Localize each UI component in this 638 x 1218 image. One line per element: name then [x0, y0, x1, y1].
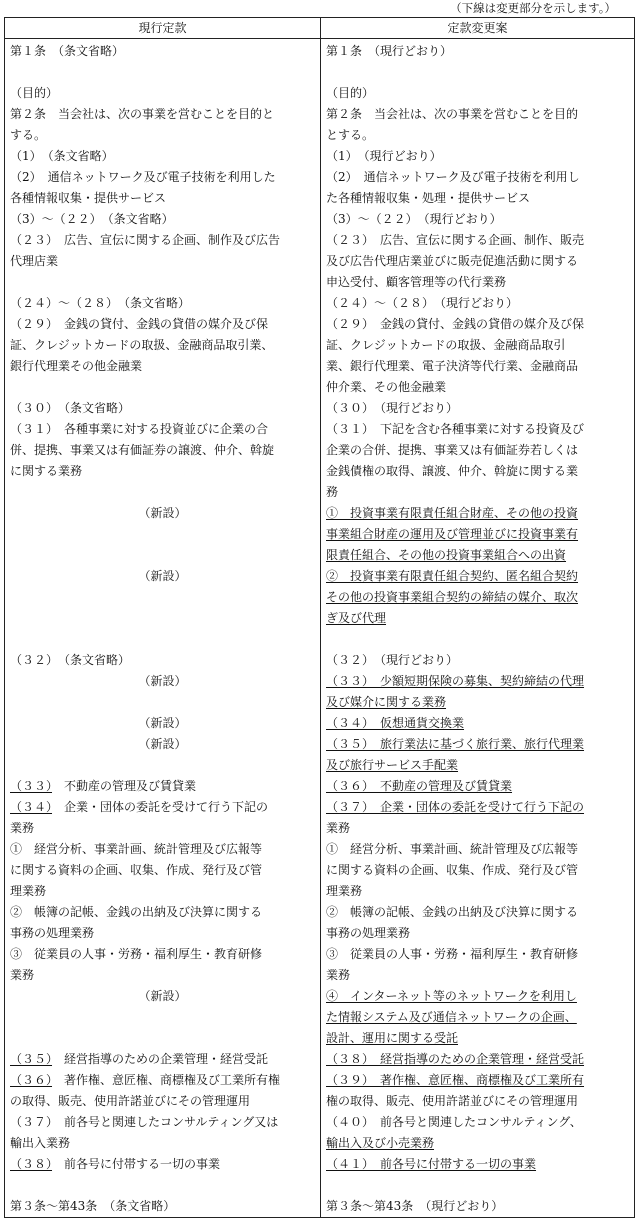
- table-row: [5, 209, 635, 230]
- current-article-cell: [5, 629, 321, 650]
- current-article-cell: [5, 755, 321, 776]
- current-article-cell: 第３条～第43条 （条文省略）: [5, 1196, 321, 1218]
- current-article-cell: （２４）～（２８） （条文省略）: [5, 293, 321, 314]
- current-article-cell: [5, 377, 321, 398]
- proposed-article-cell: 輸出入及び小売業務: [321, 1133, 635, 1154]
- table-row: [5, 671, 635, 692]
- proposed-article-cell: 業務: [321, 818, 635, 839]
- proposed-article-cell: （3）～（２２） （現行どおり）: [321, 209, 635, 230]
- current-article-cell: （2） 通信ネットワーク及び電子技術を利用した: [5, 167, 321, 188]
- table-row: [5, 1112, 635, 1133]
- current-article-cell: 証、クレジットカードの取扱、金融商品取引業、: [5, 335, 321, 356]
- table-row: [5, 1049, 635, 1070]
- proposed-article-cell: 第３条～第43条 （現行どおり）: [321, 1196, 635, 1218]
- current-article-cell: する。: [5, 125, 321, 146]
- proposed-article-cell: ② 帳簿の記帳、金銭の出納及び決算に関する: [321, 902, 635, 923]
- underline-note: （下線は変更部分を示します。）: [450, 1, 616, 15]
- table-row: [5, 524, 635, 545]
- proposed-article-cell: 業務: [321, 965, 635, 986]
- proposed-article-cell: ① 経営分析、事業計画、統計管理及び広報等: [321, 839, 635, 860]
- current-article-cell: 第２条 当会社は、次の事業を営むことを目的と: [5, 104, 321, 125]
- table-row: [5, 1091, 635, 1112]
- table-row: [5, 986, 635, 1007]
- proposed-article-cell: （２３） 広告、宣伝に関する企画、制作、販売: [321, 230, 635, 251]
- current-article-cell: [5, 587, 321, 608]
- table-row: [5, 419, 635, 440]
- proposed-article-cell: （２９） 金銭の貸付、金銭の貸借の媒介及び保: [321, 314, 635, 335]
- table-row: [5, 692, 635, 713]
- table-row: [5, 566, 635, 587]
- table-row: [5, 461, 635, 482]
- proposed-article-cell: た情報システム及び通信ネットワークの企画、: [321, 1007, 635, 1028]
- current-article-cell: （３３） 不動産の管理及び賃貸業: [5, 776, 321, 797]
- table-row: [5, 923, 635, 944]
- proposed-article-cell: （2） 通信ネットワーク及び電子技術を利用し: [321, 167, 635, 188]
- proposed-article-cell: （３９） 著作権、意匠権、商標権及び工業所有: [321, 1070, 635, 1091]
- proposed-article-cell: [321, 629, 635, 650]
- proposed-article-cell: 及び広告代理店業並びに販売促進活動に関する: [321, 251, 635, 272]
- table-row: [5, 1028, 635, 1049]
- current-article-cell: 事務の処理業務: [5, 923, 321, 944]
- table-row: [5, 1007, 635, 1028]
- table-row: [5, 272, 635, 293]
- proposed-article-cell: に関する資料の企画、収集、作成、発行及び管: [321, 860, 635, 881]
- proposed-article-cell: 事務の処理業務: [321, 923, 635, 944]
- current-article-cell: [5, 1007, 321, 1028]
- table-row: [5, 39, 635, 63]
- table-row: [5, 818, 635, 839]
- proposed-article-cell: ぎ及び代理: [321, 608, 635, 629]
- current-article-cell: 第１条 （条文省略）: [5, 39, 321, 63]
- current-article-cell: [5, 1028, 321, 1049]
- proposed-article-cell: （３６） 不動産の管理及び賃貸業: [321, 776, 635, 797]
- proposed-article-cell: [321, 1175, 635, 1196]
- proposed-article-cell: 仲介業、その他金融業: [321, 377, 635, 398]
- table-row: [5, 398, 635, 419]
- current-article-cell: [5, 692, 321, 713]
- table-row: [5, 755, 635, 776]
- articles-comparison-table: [4, 17, 635, 1218]
- current-article-cell: （３１） 各種事業に対する投資並びに企業の合: [5, 419, 321, 440]
- proposed-article-cell: ② 投資事業有限責任組合契約、匿名組合契約: [321, 566, 635, 587]
- current-article-cell: （３８） 前各号に付帯する一切の事業: [5, 1154, 321, 1175]
- proposed-article-cell: 権の取得、販売、使用許諾並びにその管理運用: [321, 1091, 635, 1112]
- current-article-cell: ③ 従業員の人事・労務・福利厚生・教育研修: [5, 944, 321, 965]
- table-row: [5, 650, 635, 671]
- proposed-article-cell: 第１条 （現行どおり）: [321, 39, 635, 63]
- proposed-article-cell: ① 投資事業有限責任組合財産、その他の投資: [321, 503, 635, 524]
- table-row: [5, 713, 635, 734]
- proposed-article-cell: （４１） 前各号に付帯する一切の事業: [321, 1154, 635, 1175]
- table-row: [5, 62, 635, 83]
- current-article-cell: （新設）: [5, 671, 321, 692]
- proposed-article-cell: 務: [321, 482, 635, 503]
- proposed-article-cell: （1） （現行どおり）: [321, 146, 635, 167]
- table-row: [5, 545, 635, 566]
- table-row: [5, 881, 635, 902]
- current-article-cell: （目的）: [5, 83, 321, 104]
- current-article-cell: [5, 608, 321, 629]
- proposed-article-cell: （３７） 企業・団体の委託を受けて行う下記の: [321, 797, 635, 818]
- proposed-article-cell: ③ 従業員の人事・労務・福利厚生・教育研修: [321, 944, 635, 965]
- current-article-cell: （1） （条文省略）: [5, 146, 321, 167]
- table-row: [5, 608, 635, 629]
- table-row: [5, 188, 635, 209]
- current-article-cell: [5, 545, 321, 566]
- table-row: [5, 1070, 635, 1091]
- table-row: [5, 503, 635, 524]
- current-article-cell: 輸出入業務: [5, 1133, 321, 1154]
- table-row: [5, 734, 635, 755]
- table-row: [5, 251, 635, 272]
- proposed-article-cell: （３８） 経営指導のための企業管理・経営受託: [321, 1049, 635, 1070]
- current-article-cell: （３５） 経営指導のための企業管理・経営受託: [5, 1049, 321, 1070]
- proposed-article-cell: （３１） 下記を含む各種事業に対する投資及び: [321, 419, 635, 440]
- table-row: [5, 440, 635, 461]
- table-row: [5, 167, 635, 188]
- table-row: [5, 1154, 635, 1175]
- current-article-cell: ② 帳簿の記帳、金銭の出納及び決算に関する: [5, 902, 321, 923]
- proposed-article-cell: その他の投資事業組合契約の締結の媒介、取次: [321, 587, 635, 608]
- proposed-article-cell: （３５） 旅行業法に基づく旅行業、旅行代理業: [321, 734, 635, 755]
- proposed-article-cell: 事業組合財産の運用及び管理並びに投資事業有: [321, 524, 635, 545]
- current-article-cell: （２３） 広告、宣伝に関する企画、制作及び広告: [5, 230, 321, 251]
- current-article-cell: 併、提携、事業又は有価証券の譲渡、仲介、斡旋: [5, 440, 321, 461]
- table-row: [5, 839, 635, 860]
- proposed-article-cell: （２４）～（２８） （現行どおり）: [321, 293, 635, 314]
- table-row: [5, 1196, 635, 1218]
- proposed-article-cell: 設計、運用に関する受託: [321, 1028, 635, 1049]
- table-row: [5, 146, 635, 167]
- current-article-cell: [5, 272, 321, 293]
- proposed-article-cell: （３２） （現行どおり）: [321, 650, 635, 671]
- current-article-cell: 銀行代理業その他金融業: [5, 356, 321, 377]
- header-current-articles: 現行定款: [5, 18, 321, 39]
- current-article-cell: に関する資料の企画、収集、作成、発行及び管: [5, 860, 321, 881]
- table-row: [5, 230, 635, 251]
- table-row: [5, 314, 635, 335]
- current-article-cell: [5, 482, 321, 503]
- current-article-cell: [5, 1175, 321, 1196]
- current-article-cell: （３２） （条文省略）: [5, 650, 321, 671]
- current-article-cell: （３４） 企業・団体の委託を受けて行う下記の: [5, 797, 321, 818]
- table-row: [5, 1175, 635, 1196]
- current-article-cell: （３０） （条文省略）: [5, 398, 321, 419]
- proposed-article-cell: [321, 62, 635, 83]
- current-article-cell: の取得、販売、使用許諾並びにその管理運用: [5, 1091, 321, 1112]
- proposed-article-cell: （３０） （現行どおり）: [321, 398, 635, 419]
- current-article-cell: ① 経営分析、事業計画、統計管理及び広報等: [5, 839, 321, 860]
- proposed-article-cell: 第２条 当会社は、次の事業を営むことを目的: [321, 104, 635, 125]
- current-article-cell: [5, 524, 321, 545]
- header-proposed-articles: 定款変更案: [321, 18, 635, 39]
- current-article-cell: （新設）: [5, 986, 321, 1007]
- table-row: [5, 377, 635, 398]
- proposed-article-cell: 限責任組合、その他の投資事業組合への出資: [321, 545, 635, 566]
- table-body: [5, 39, 635, 1218]
- proposed-article-cell: 証、クレジットカードの取扱、金融商品取引: [321, 335, 635, 356]
- proposed-article-cell: 及び旅行サービス手配業: [321, 755, 635, 776]
- proposed-article-cell: た各種情報収集・処理・提供サービス: [321, 188, 635, 209]
- proposed-article-cell: 金銭債権の取得、譲渡、仲介、斡旋に関する業: [321, 461, 635, 482]
- proposed-article-cell: 理業務: [321, 881, 635, 902]
- proposed-article-cell: 申込受付、顧客管理等の代行業務: [321, 272, 635, 293]
- proposed-article-cell: 業、銀行代理業、電子決済等代行業、金融商品: [321, 356, 635, 377]
- table-row: [5, 83, 635, 104]
- current-article-cell: に関する業務: [5, 461, 321, 482]
- current-article-cell: 業務: [5, 818, 321, 839]
- table-row: [5, 125, 635, 146]
- proposed-article-cell: 企業の合併、提携、事業又は有価証券若しくは: [321, 440, 635, 461]
- current-article-cell: （３６） 著作権、意匠権、商標権及び工業所有権: [5, 1070, 321, 1091]
- proposed-article-cell: とする。: [321, 125, 635, 146]
- table-row: [5, 293, 635, 314]
- current-article-cell: （新設）: [5, 566, 321, 587]
- current-article-cell: （３７） 前各号と関連したコンサルティング又は: [5, 1112, 321, 1133]
- table-row: [5, 797, 635, 818]
- current-article-cell: （新設）: [5, 734, 321, 755]
- table-header-row: [5, 18, 635, 39]
- current-article-cell: （新設）: [5, 503, 321, 524]
- table-row: [5, 335, 635, 356]
- table-row: [5, 902, 635, 923]
- proposed-article-cell: （目的）: [321, 83, 635, 104]
- proposed-article-cell: 及び媒介に関する業務: [321, 692, 635, 713]
- table-row: [5, 482, 635, 503]
- proposed-article-cell: （３３） 少額短期保険の募集、契約締結の代理: [321, 671, 635, 692]
- table-row: [5, 776, 635, 797]
- current-article-cell: 理業務: [5, 881, 321, 902]
- current-article-cell: 代理店業: [5, 251, 321, 272]
- table-row: [5, 860, 635, 881]
- current-article-cell: （新設）: [5, 713, 321, 734]
- current-article-cell: （２９） 金銭の貸付、金銭の貸借の媒介及び保: [5, 314, 321, 335]
- table-row: [5, 629, 635, 650]
- proposed-article-cell: （４０） 前各号と関連したコンサルティング、: [321, 1112, 635, 1133]
- current-article-cell: 各種情報収集・提供サービス: [5, 188, 321, 209]
- current-article-cell: 業務: [5, 965, 321, 986]
- table-row: [5, 104, 635, 125]
- proposed-article-cell: ④ インターネット等のネットワークを利用し: [321, 986, 635, 1007]
- table-row: [5, 944, 635, 965]
- current-article-cell: [5, 62, 321, 83]
- table-row: [5, 965, 635, 986]
- table-row: [5, 587, 635, 608]
- table-row: [5, 356, 635, 377]
- table-row: [5, 1133, 635, 1154]
- current-article-cell: （3）～（２２） （条文省略）: [5, 209, 321, 230]
- proposed-article-cell: （３４） 仮想通貨交換業: [321, 713, 635, 734]
